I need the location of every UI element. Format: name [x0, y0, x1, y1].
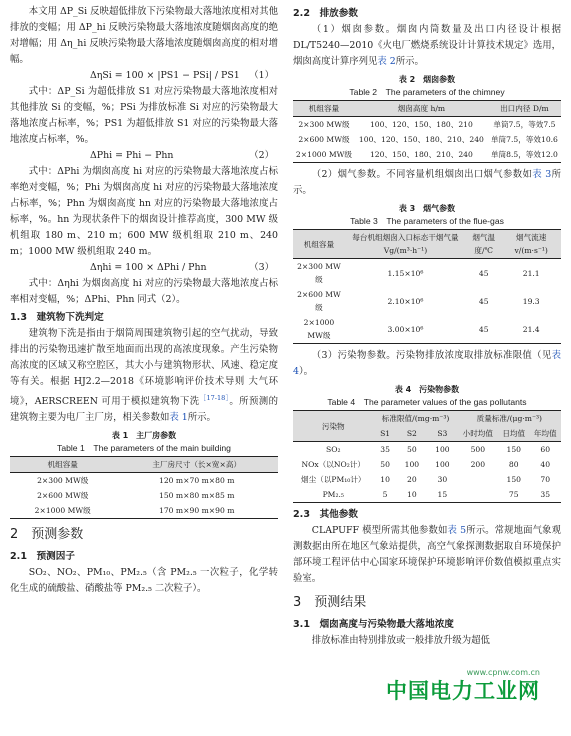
table-row: 2×300 MW级 100、120、150、180、210 单筒7.5，等效7.5 [298, 120, 556, 129]
table-1 [10, 456, 278, 519]
table1-caption-cn: 表 1 主厂房参数 [111, 431, 177, 441]
table-4: 污染物 标准限值/(mg·m⁻³) 质量标准/(μg·m⁻³) S1 S2 S3 小时均值 日均值 年均值 SO₂ 35 50 100 500 150 60 NOx（以NO₂计） 50 100 100 200 80 40 烟尘（以PM₁₀计） 10 20 30 150 70 PM₂.₅ 5 10 15 75 35 [293, 410, 561, 503]
equation-3: Δηhi = 100 × ΔPhi / Phn （3） [90, 262, 274, 273]
table4-link[interactable]: 表 4 [293, 350, 561, 377]
section-3-heading: 3 预测结果 [293, 595, 367, 610]
table3-caption-en: Table 3 The parameters of the flue-gas [350, 216, 504, 226]
paragraph-eq2-def: 式中：ΔPhi 为烟囱高度 hi 对应的污染物最大落地浓度占标率绝对变幅，%；Phi 为烟囱高度 hi 对应的污染物最大落地浓度占标率，%；Phn 为烟囱高度 hn 对应的污染物最大落地浓度占标率，%。hn 为现状条件下的烟囱设计推荐高度，300 MW 级机组取 180 m、210 m；600 MW 级机组取 210 m、240 m；1000 MW 级机组取 240 m。 [10, 166, 278, 257]
section-2-3-heading: 2.3 其他参数 [293, 509, 358, 520]
paragraph-results: 排放标准由特别排放或一般排放升级为超低 [311, 635, 490, 646]
table-row: 2×600 MW级 100、120、150、180、210、240 单筒7.5，等效10.6 [298, 135, 558, 144]
paragraph-pollutants: （3）污染物参数。污染物排放浓度取排放标准限值（见表 4）。 [293, 350, 561, 377]
table-3: 机组容量 每台机组烟囱入口标态干烟气量 Vg/(m³·h⁻¹) 烟气温度/℃ 烟气流速 v/(m·s⁻¹) 2×300 MW级 1.15×10⁶ 45 21.1 2×600 MW级 2.10×10⁶ 45 19.3 2×1000 MW级 3.00×10⁶ 45 21.4 [293, 229, 561, 344]
paragraph-fluegas: （2）烟气参数。不同容量机组烟囱出口烟气参数如表 3所示。 [293, 169, 561, 196]
table-row: 2×300 MW级 1.15×10⁶ 45 21.1 [297, 262, 540, 284]
table4-caption-en: Table 4 The parameter values of the gas pollutants [327, 397, 527, 407]
paragraph-downwash: 建筑物下洗是指由于烟筒周围建筑物引起的空气扰动，导致排出的污染物迅速扩散至地面而出现的高浓度现象。产生污染物高浓度的区域又称空腔区，其大小与建筑物形状、风速、稳定度等有关。根据 HJ2.2—2018《环境影响评价技术导则 大气环境》，AERSCREEN 可用于模拟建筑物下洗$^{[17-18]}$。所预测的建筑物主要为电厂主厂房，相关参数如表 1所示。 [10, 328, 278, 424]
table-row: 2×600 MW级 2.10×10⁶ 45 19.3 [297, 290, 540, 312]
section-1-3-heading: 1.3 建筑物下洗判定 [10, 312, 104, 323]
t1-header-size: 主厂房尺寸（长×宽×高） [115, 457, 278, 473]
table-row: NOx（以NO₂计） 50 100 100 200 80 40 [301, 460, 551, 469]
paragraph-other-params: CLAPUFF 模型所需其他参数如表 5所示。常规地面气象观测数据由所在地区气象站提供，高空气象探测数据取自环境保护部环境工程评估中心国家环境保护环境影响评价数值模拟重点实验室。 [293, 525, 561, 584]
table-2: 机组容量 烟囱高度 h/m 出口内径 D/m 2×300 MW级 100、120、150、180、210 单筒7.5，等效7.5 2×600 MW级 100、120、150、180、210、240 单筒7.5，等效10.6 2×1000 MW级 120、150、180、210、240 单筒8.5，等效12.0 [293, 100, 561, 163]
left-column [10, 0, 278, 597]
table-row: 2×1000 MW级 170 m×90 m×90 m [34, 506, 235, 516]
equation-2: ΔPhi = Phi − Phn （2） [90, 150, 274, 161]
section-2-1-heading: 2.1 预测因子 [10, 551, 75, 563]
table2-caption-en: Table 2 The parameters of the chimney [349, 87, 505, 97]
table4-caption-cn: 表 4 污染物参数 [394, 385, 460, 394]
table3-link[interactable]: 表 3 [532, 169, 552, 180]
table-row: 2×300 MW级 120 m×70 m×80 m [37, 476, 235, 486]
section-2-2-heading: 2.2 排放参数 [293, 8, 358, 19]
paragraph-intro: 本文用 ΔP_Si 反映超低排放下污染物最大落地浓度相对其他排放的变幅；用 ΔP_hi 反映污染物最大落地浓度随烟囱高度的绝对增幅；用 Δη_hi 反映污染物最大落地浓度随烟囱高度的相对增幅。 [10, 6, 278, 65]
table-row: 2×1000 MW级 3.00×10⁶ 45 21.4 [303, 318, 540, 340]
table1-caption-en: Table 1 The parameters of the main building [57, 443, 231, 454]
table5-link[interactable]: 表 5 [447, 525, 467, 536]
citation-ref[interactable]: ［17-18］ [199, 394, 230, 402]
table-row: SO₂ 35 50 100 500 150 60 [326, 445, 551, 454]
table3-caption-cn: 表 3 烟气参数 [398, 204, 456, 213]
paragraph-chimney: （1）烟囱参数。烟囱内筒数量及出口内径设计根据 DL/T5240—2010《火电厂燃烧系统设计计算技术规定》选用，烟囱高度计算序列见表 2所示。 [293, 24, 561, 67]
paragraph-eq1-def: 式中：ΔP_Si 为超低排放 S1 对应污染物最大落地浓度相对其他排放 Si 的变幅，%；PSi 为排放标准 Si 对应的污染物最大落地浓度占标率，%；PS1 为超低排放 S1 对应的污染物最大落地浓度占标率，%。 [10, 86, 278, 145]
section-3-1-heading: 3.1 烟囱高度与污染物最大落地浓度 [293, 619, 454, 630]
table1-link[interactable]: 表 1 [169, 412, 188, 424]
section-2-heading: 2 预测参数 [10, 527, 84, 543]
table2-caption-cn: 表 2 烟囱参数 [398, 75, 456, 84]
equation-1: ΔηSi = 100 × |PS1 − PSi| / PS1 （1） [90, 70, 274, 81]
t1-header-capacity: 机组容量 [10, 457, 115, 473]
right-column [293, 0, 561, 649]
table-row: PM₂.₅ 5 10 15 75 35 [322, 490, 551, 499]
table-row: 烟尘（以PM₁₀计） 10 20 30 150 70 [300, 475, 551, 484]
table-row: 2×600 MW级 150 m×80 m×85 m [37, 491, 235, 501]
site-watermark: www.cpnw.com.cn 中国电力工业网 [386, 668, 540, 703]
paragraph-factors: SO₂、NO₂、PM₁₀、PM₂.₅（含 PM₂.₅ 一次粒子，化学转化生成的硫酸盐、硝酸盐等 PM₂.₅ 二次粒子）。 [10, 567, 278, 595]
table-row: 2×1000 MW级 120、150、180、210、240 单筒8.5，等效12.0 [295, 150, 558, 159]
table2-link[interactable]: 表 2 [377, 56, 396, 67]
paragraph-eq3-def: 式中：Δηhi 为烟囱高度 hi 对应的污染物最大落地浓度占标率相对变幅，%；ΔPhi、Phn 同式（2）。 [10, 278, 278, 305]
